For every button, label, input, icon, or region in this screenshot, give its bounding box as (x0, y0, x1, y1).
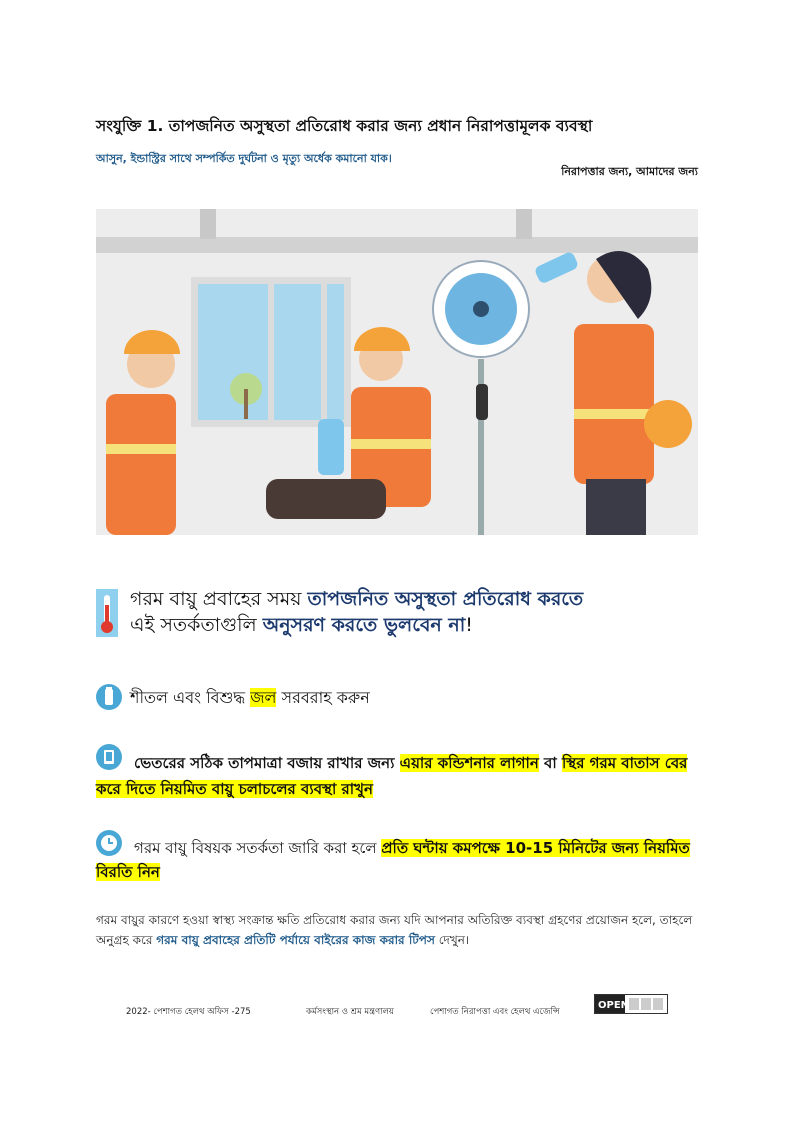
note-text-a: গরম বায়ুর কারণে হওয়া স্বাস্থ্য সংক্রান্ত ক্ষতি প্রতিরোধ করার জন্য যদি আপনার অতিরিক্ত ব্যবস্থা গ্রহণের প্রয়োজন হলে, তাহলে অনুগ্রহ করে (96, 913, 693, 947)
heading-part5: ! (465, 614, 473, 636)
thermometer-icon (96, 589, 118, 637)
precaution-heading (130, 586, 710, 638)
tip-ventilation-highlight-2: স্থির গরম বাতাস বের করে দিতে নিয়মিত বায়ু চলাচলের ব্যবস্থা রাখুন (96, 754, 688, 798)
tip-breaks-text-a: গরম বায়ু বিষয়ক সতর্কতা জারি করা হলে (134, 839, 382, 857)
water-bottle-icon (96, 684, 122, 710)
slogan: নিরাপত্তার জন্য, আমাদের জন্য (561, 165, 698, 178)
tip-water-text-a: শীতল এবং বিশুদ্ধ (130, 688, 251, 707)
note-text-c: দেখুন। (434, 933, 470, 947)
page-title: সংযুক্তি 1. তাপজনিত অসুস্থতা প্রতিরোধ করার জন্য প্রধান নিরাপত্তামূলক ব্যবস্থা (96, 117, 593, 135)
footer-agency: পেশাগত নিরাপত্তা এবং হেলথ এজেন্সি (430, 1007, 560, 1017)
outdoor-work-tips-link[interactable]: গরম বায়ু প্রবাহের প্রতিটি পর্যায়ে বাইরের কাজ করার টিপস (156, 933, 435, 947)
heading-part2: তাপজনিত অসুস্থতা প্রতিরোধ করতে (307, 588, 584, 610)
tip-water-text-c: সরবরাহ করুন (276, 688, 370, 707)
tip-breaks (96, 836, 696, 884)
workers-heat-illustration (96, 209, 698, 535)
heading-part3: এই সতর্কতাগুলি (130, 614, 263, 636)
tip-ventilation-highlight-1: এয়ার কন্ডিশনার লাগান (399, 754, 539, 772)
heading-part1: গরম বায়ু প্রবাহের সময় (130, 588, 308, 610)
svg-text:OPEN: OPEN (598, 1000, 630, 1011)
footer-ministry: কর্মসংস্থান ও শ্রম মন্ত্রণালয় (306, 1007, 394, 1017)
tip-ventilation-text-c: বা (538, 754, 562, 772)
heading-part4: অনুসরণ করতে ভুলবেন না (262, 614, 466, 636)
additional-measures-note (96, 910, 706, 950)
subtitle: আসুন, ইন্ডাস্ট্রির সাথে সম্পর্কিত দুর্ঘটনা ও মৃত্যু অর্ধেক কমানো যাক। (96, 152, 392, 165)
tip-ventilation (96, 750, 696, 802)
tip-ventilation-text-a: ভেতরের সঠিক তাপমাত্রা বজায় রাখার জন্য (134, 754, 400, 772)
tip-water (130, 685, 370, 712)
tip-breaks-highlight: প্রতি ঘন্টায় কমপক্ষে 10-15 মিনিটের জন্য নিয়মিত বিরতি নিন (96, 839, 690, 881)
open-license-logo (594, 994, 668, 1014)
footer-office-code: 2022- পেশাগত হেলথ অফিস -275 (126, 1007, 251, 1017)
tip-water-highlight: জল (250, 688, 277, 707)
